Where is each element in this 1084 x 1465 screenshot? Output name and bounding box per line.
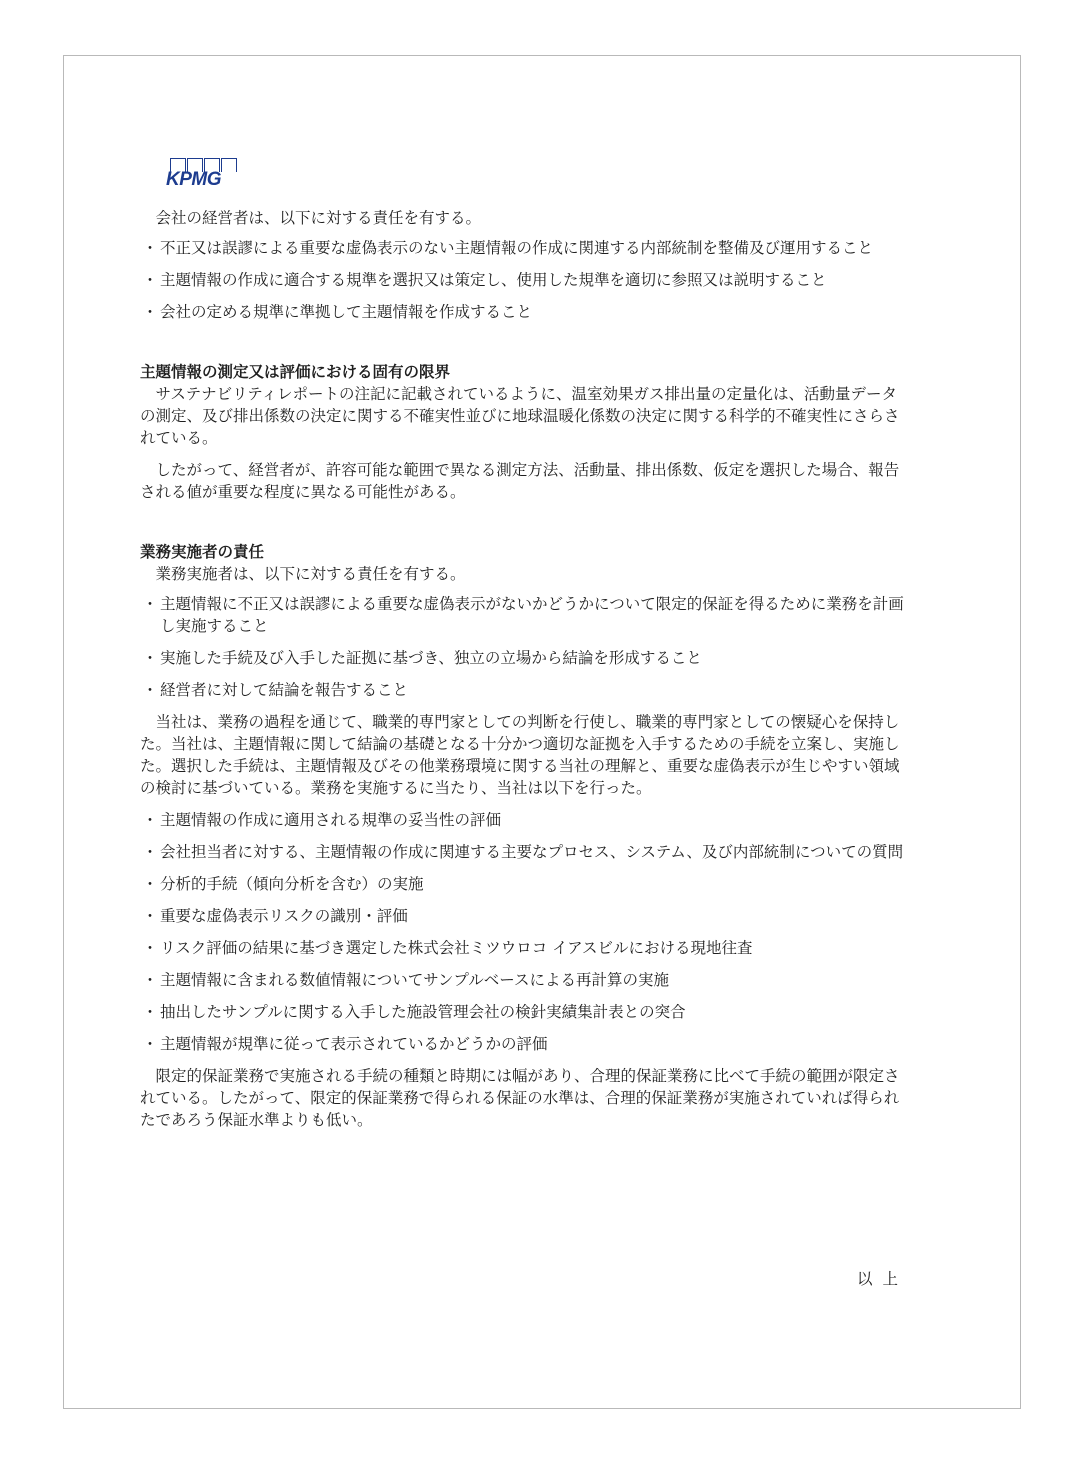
procedure-item: ・ 分析的手続（傾向分析を含む）の実施 bbox=[142, 875, 424, 893]
practitioner-item: ・ 経営者に対して結論を報告すること bbox=[142, 681, 409, 699]
logo-wordmark: KPMG bbox=[166, 169, 221, 190]
practitioner-heading: 業務実施者の責任 bbox=[140, 543, 265, 561]
procedure-item: ・ 抽出したサンプルに関する入手した施設管理会社の検針実績集計表との突合 bbox=[142, 1003, 686, 1021]
practitioner-intro: 業務実施者は、以下に対する責任を有する。 bbox=[155, 565, 466, 583]
practitioner-item: ・ 主題情報に不正又は誤謬による重要な虚偽表示がないかどうかについて限定的保証を得るために業務を計画し実施すること bbox=[142, 595, 904, 635]
procedure-item: ・ リスク評価の結果に基づき選定した株式会社ミツウロコ イアスビルにおける現地往査 bbox=[142, 939, 753, 957]
procedure-item: ・ 会社担当者に対する、主題情報の作成に関連する主要なプロセス、システム、及び内部統制についての質問 bbox=[142, 843, 904, 861]
closing-mark: 以上 bbox=[856, 1270, 908, 1288]
limit-paragraph-2: したがって、経営者が、許容可能な範囲で異なる測定方法、活動量、排出係数、仮定を選択した場合、報告される値が重要な程度に異なる可能性がある。 bbox=[140, 461, 900, 501]
mgmt-item: ・ 会社の定める規準に準拠して主題情報を作成すること bbox=[142, 303, 533, 321]
procedure-item: ・ 主題情報の作成に適用される規準の妥当性の評価 bbox=[142, 811, 502, 829]
procedure-item: ・ 重要な虚偽表示リスクの識別・評価 bbox=[142, 907, 408, 925]
practitioner-paragraph-2: 限定的保証業務で実施される手続の種類と時期には幅があり、合理的保証業務に比べて手続の範囲が限定されている。したがって、限定的保証業務で得られる保証の水準は、合理的保証業務が実施されていれば得られたであろう保証水準よりも低い。 bbox=[140, 1067, 900, 1129]
document-body bbox=[140, 207, 908, 1141]
procedure-item: ・ 主題情報が規準に従って表示されているかどうかの評価 bbox=[142, 1035, 548, 1053]
mgmt-item: ・ 不正又は誤謬による重要な虚偽表示のない主題情報の作成に関連する内部統制を整備及び運用すること bbox=[142, 239, 874, 257]
limit-heading: 主題情報の測定又は評価における固有の限界 bbox=[140, 363, 451, 381]
mgmt-intro: 会社の経営者は、以下に対する責任を有する。 bbox=[155, 209, 482, 227]
mgmt-item: ・ 主題情報の作成に適合する規準を選択又は策定し、使用した規準を適切に参照又は説明すること bbox=[142, 271, 827, 289]
practitioner-paragraph-1: 当社は、業務の過程を通じて、職業的専門家としての判断を行使し、職業的専門家としての懐疑心を保持した。当社は、主題情報に関して結論の基礎となる十分かつ適切な証拠を入手するための手続を立案し、実施した。選択した手続は、主題情報及びその他業務環境に関する当社の理解と、重要な虚偽表示が生じやすい領域の検討に基づいている。業務を実施するに当たり、当社は以下を行った。 bbox=[140, 713, 900, 797]
procedure-item: ・ 主題情報に含まれる数値情報についてサンプルベースによる再計算の実施 bbox=[142, 971, 670, 989]
limit-paragraph-1: サステナビリティレポートの注記に記載されているように、温室効果ガス排出量の定量化は、活動量データの測定、及び排出係数の決定に関する不確実性並びに地球温暖化係数の決定に関する科学的不確実性にさらされている。 bbox=[140, 385, 900, 447]
practitioner-item: ・ 実施した手続及び入手した証拠に基づき、独立の立場から結論を形成すること bbox=[142, 649, 702, 667]
kpmg-logo bbox=[166, 158, 242, 190]
